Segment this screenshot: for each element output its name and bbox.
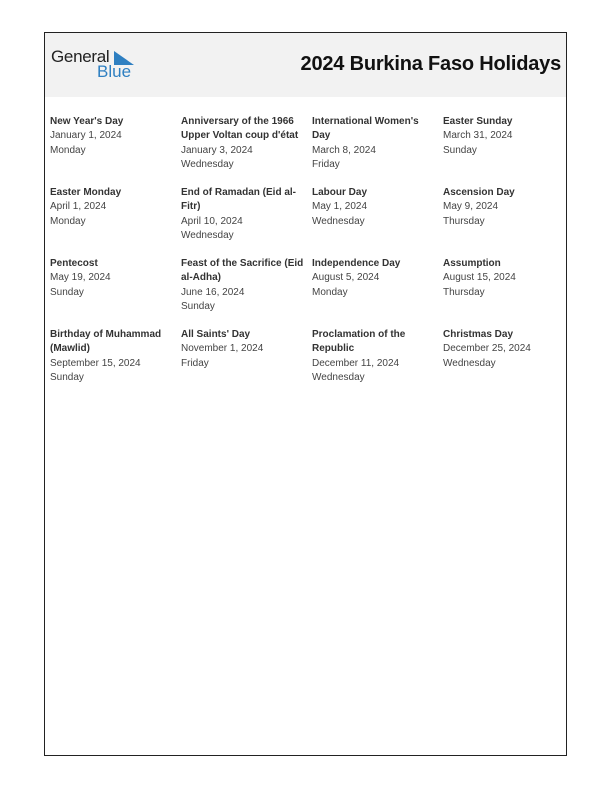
holiday-date: January 1, 2024	[50, 130, 122, 142]
holiday-entry	[312, 115, 443, 186]
holiday-name: Pentecost	[50, 258, 98, 269]
holiday-entry	[312, 257, 443, 328]
holiday-date: August 15, 2024	[443, 272, 516, 284]
page-frame	[44, 32, 567, 756]
holiday-entry	[50, 186, 181, 257]
holiday-name: Proclamation of the Republic	[312, 329, 406, 355]
holiday-entry	[443, 115, 570, 186]
holiday-weekday: Sunday	[443, 144, 477, 156]
holiday-entry	[312, 186, 443, 257]
holiday-weekday: Sunday	[181, 300, 215, 312]
holiday-weekday: Monday	[50, 215, 86, 227]
holiday-entry	[443, 257, 570, 328]
holiday-weekday: Monday	[50, 144, 86, 156]
holiday-date: May 1, 2024	[312, 201, 368, 213]
header	[45, 33, 566, 97]
holiday-weekday: Thursday	[443, 286, 485, 298]
holiday-weekday: Friday	[181, 357, 209, 369]
holiday-weekday: Wednesday	[443, 357, 496, 369]
holiday-entry	[443, 186, 570, 257]
holiday-weekday: Sunday	[50, 286, 84, 298]
logo-blue-text: Blue	[97, 62, 132, 81]
holiday-name: Anniversary of the 1966 Upper Voltan coup d'état	[181, 116, 299, 142]
holiday-name: Easter Sunday	[443, 116, 513, 127]
holiday-name: International Women's Day	[312, 116, 419, 142]
holiday-name: Independence Day	[312, 258, 401, 269]
holiday-name: Assumption	[443, 258, 501, 269]
holiday-entry	[181, 186, 312, 257]
holiday-entry	[312, 328, 443, 399]
holiday-name: Christmas Day	[443, 329, 514, 340]
holiday-entry	[181, 115, 312, 186]
holiday-weekday: Monday	[312, 286, 348, 298]
holiday-date: December 25, 2024	[443, 343, 531, 355]
holiday-entry	[50, 257, 181, 328]
holiday-date: April 10, 2024	[181, 215, 243, 227]
holiday-grid	[50, 115, 570, 399]
holiday-weekday: Wednesday	[312, 215, 365, 227]
holiday-name: Easter Monday	[50, 187, 122, 198]
holiday-date: December 11, 2024	[312, 357, 400, 369]
logo-general-text: General	[51, 47, 110, 66]
holiday-date: May 9, 2024	[443, 201, 499, 213]
holiday-weekday: Thursday	[443, 215, 485, 227]
holiday-weekday: Wednesday	[181, 158, 234, 170]
holiday-date: August 5, 2024	[312, 272, 380, 284]
holiday-date: June 16, 2024	[181, 286, 245, 298]
holiday-weekday: Friday	[312, 158, 340, 170]
holiday-date: March 8, 2024	[312, 144, 376, 156]
holiday-date: September 15, 2024	[50, 357, 141, 369]
holiday-name: End of Ramadan (Eid al-Fitr)	[181, 187, 297, 213]
generalblue-logo[interactable]	[51, 47, 141, 87]
holiday-entry	[181, 257, 312, 328]
holiday-date: March 31, 2024	[443, 130, 513, 142]
holiday-name: Feast of the Sacrifice (Eid al-Adha)	[181, 258, 304, 284]
holiday-date: May 19, 2024	[50, 272, 111, 284]
holiday-weekday: Wednesday	[181, 229, 234, 241]
holiday-name: Birthday of Muhammad (Mawlid)	[50, 329, 162, 355]
holiday-name: New Year's Day	[50, 116, 124, 127]
holiday-name: All Saints' Day	[181, 329, 251, 340]
holiday-name: Ascension Day	[443, 187, 515, 198]
holiday-date: November 1, 2024	[181, 343, 264, 355]
holiday-date: April 1, 2024	[50, 201, 107, 213]
holiday-weekday: Wednesday	[312, 371, 365, 383]
holiday-weekday: Sunday	[50, 371, 84, 383]
holiday-entry	[50, 328, 181, 399]
page-title: 2024 Burkina Faso Holidays	[300, 53, 561, 75]
holiday-entry	[443, 328, 570, 399]
holiday-name: Labour Day	[312, 187, 368, 198]
holiday-entry	[50, 115, 181, 186]
holiday-entry	[181, 328, 312, 399]
holiday-date: January 3, 2024	[181, 144, 253, 156]
